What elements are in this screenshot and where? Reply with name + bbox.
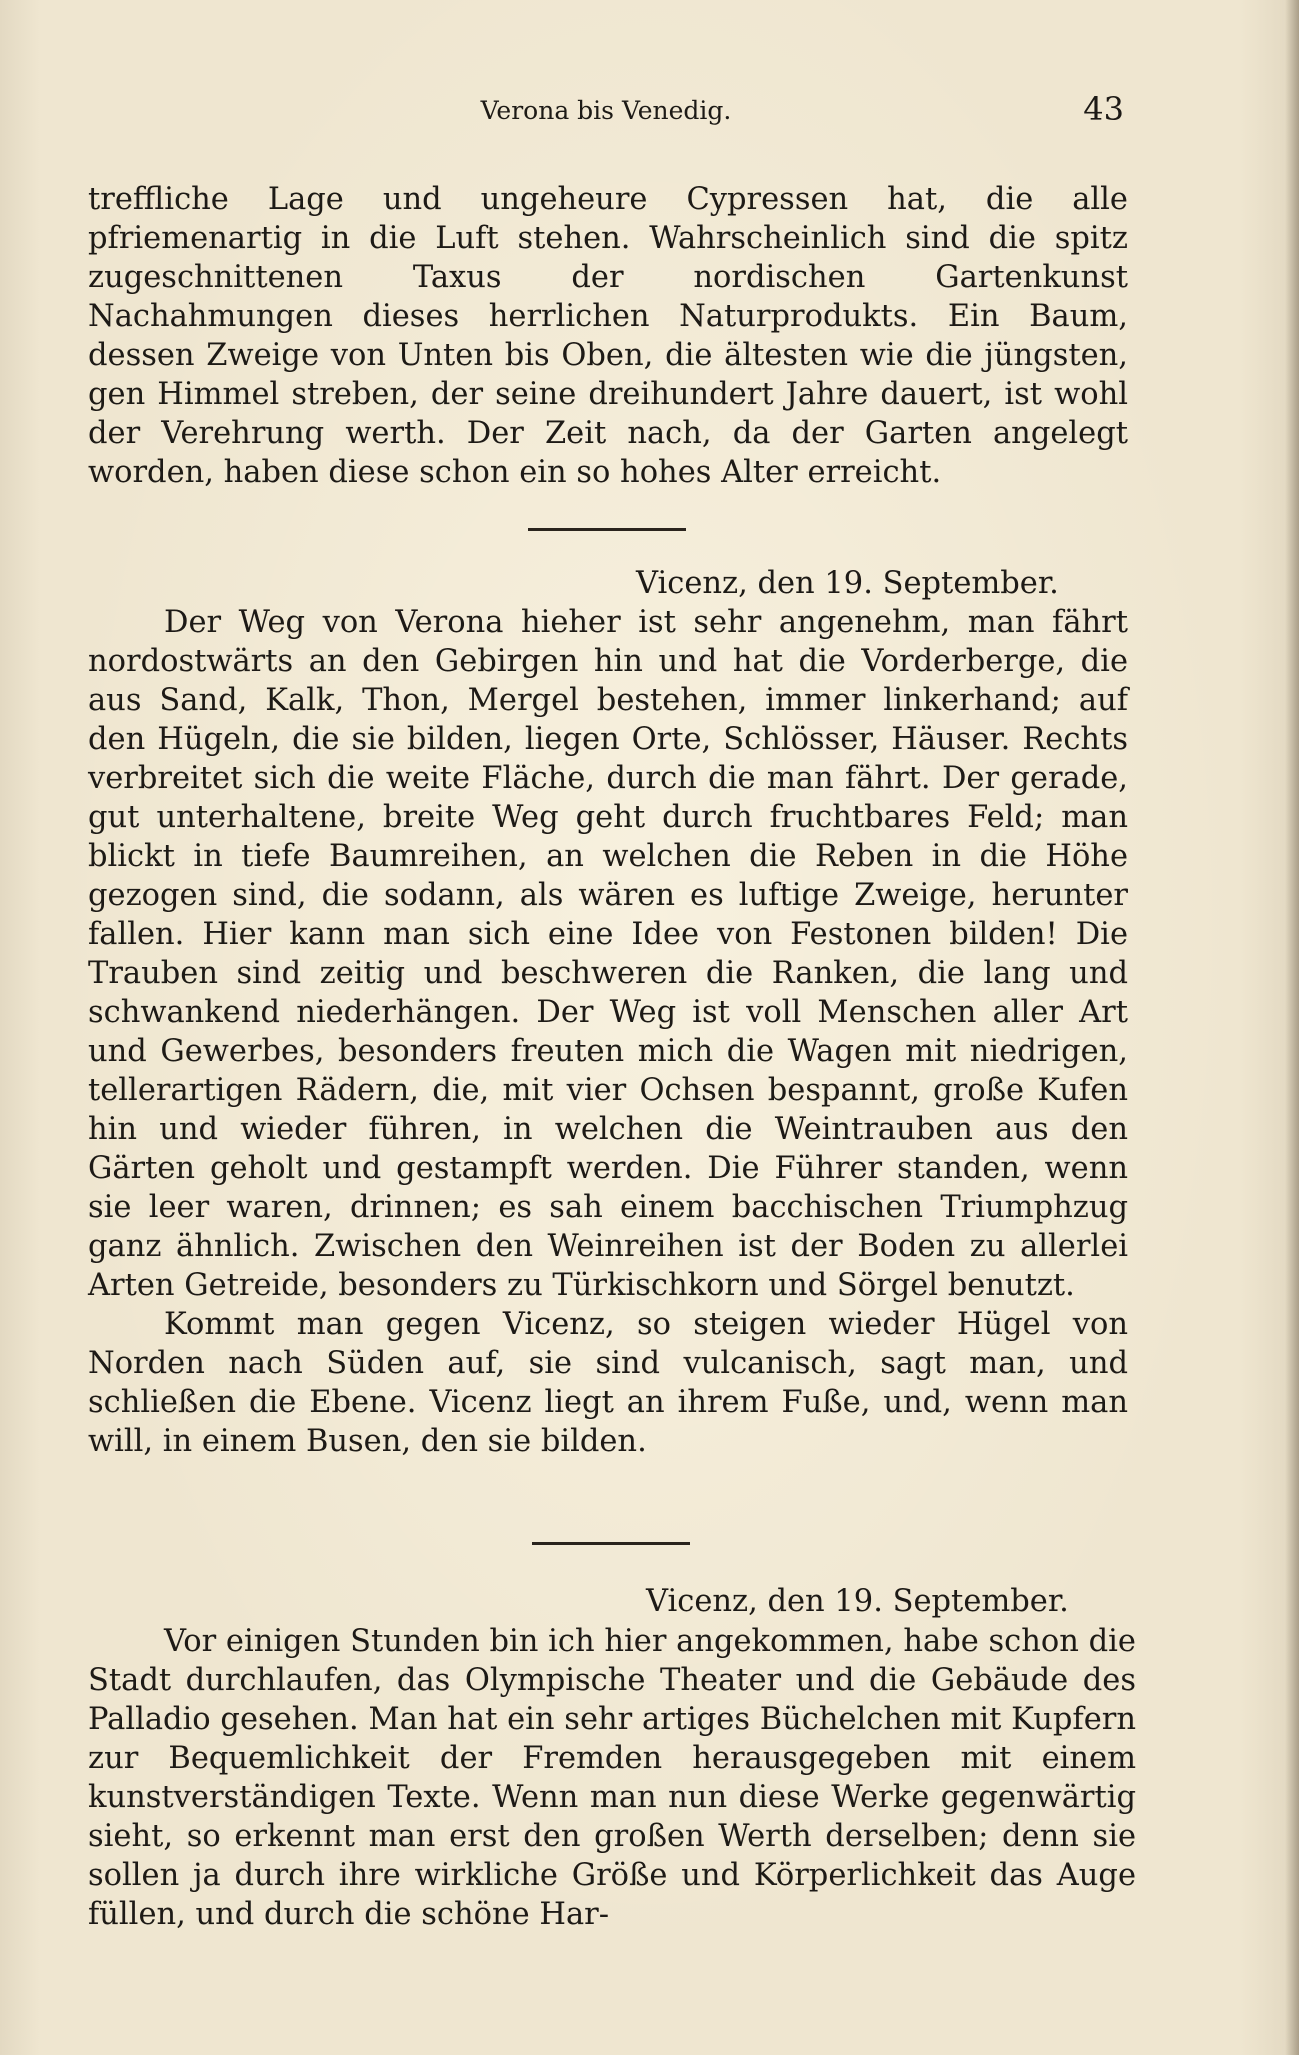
paragraph: Vor einigen Stunden bin ich hier angekommen, habe schon die Stadt durchlaufen, das Olympische Theater und die Gebäude des Palladio gesehen. Man hat ein sehr artiges Büchelchen mit Kupfern zur Bequemlichkeit der Fremden herausgegeben mit einem kunstverständigen Texte. Wenn man nun diese Werke gegenwärtig sieht, so erkennt man erst den großen Werth derselben; denn sie sollen ja durch ihre wirkliche Größe und Körperlichkeit das Auge füllen, und durch die schöne Har- <box>88 1624 1136 1932</box>
dateline-2: Vicenz, den 19. September. <box>646 1584 1069 1619</box>
paragraph-continuation: treffliche Lage und ungeheure Cypressen hat, die alle pfriemenartig in die Luft stehen. Wahrscheinlich sind die spitz zugeschnittenen Taxus der nordischen Gartenkunst Nachahmungen dieses herrlichen Naturprodukts. Ein Baum, dessen Zweige von Unten bis Oben, die ältesten wie die jüngsten, gen Himmel streben, der seine dreihundert Jahre dauert, ist wohl der Verehrung werth. Der Zeit nach, da der Garten angelegt worden, haben diese schon ein so hohes Alter erreicht. <box>88 182 1128 490</box>
page-header <box>88 88 1124 138</box>
section-1 <box>88 180 1128 492</box>
paragraph: Kommt man gegen Vicenz, so steigen wieder Hügel von Norden nach Süden auf, sie sind vulcanisch, sagt man, und schließen die Ebene. Vicenz liegt an ihrem Fuße, und, wenn man will, in einem Busen, den sie bilden. <box>88 1307 1128 1459</box>
section-divider <box>528 528 686 531</box>
section-2 <box>88 603 1128 1461</box>
section-divider <box>532 1542 690 1545</box>
section-3 <box>88 1622 1136 1934</box>
running-title: Verona bis Venedig. <box>480 96 732 125</box>
paragraph: Der Weg von Verona hieher ist sehr angenehm, man fährt nordostwärts an den Gebirgen hin und hat die Vorderberge, die aus Sand, Kalk, Thon, Mergel bestehen, immer linkerhand; auf den Hügeln, die sie bilden, liegen Orte, Schlösser, Häuser. Rechts verbreitet sich die weite Fläche, durch die man fährt. Der gerade, gut unterhaltene, breite Weg geht durch fruchtbares Feld; man blickt in tiefe Baumreihen, an welchen die Reben in die Höhe gezogen sind, die sodann, als wären es luftige Zweige, herunter fallen. Hier kann man sich eine Idee von Festonen bilden! Die Trauben sind zeitig und beschweren die Ranken, die lang und schwankend niederhängen. Der Weg ist voll Menschen aller Art und Gewerbes, besonders freuten mich die Wagen mit niedrigen, tellerartigen Rädern, die, mit vier Ochsen bespannt, große Kufen hin und wieder führen, in welchen die Weintrauben aus den Gärten geholt und gestampft werden. Die Führer standen, wenn sie leer waren, drinnen; es sah einem bacchischen Triumphzug ganz ähnlich. Zwischen den Weinreihen ist der Boden zu allerlei Arten Getreide, besonders zu Türkischkorn und Sörgel benutzt. <box>88 605 1128 1303</box>
page-edge-shadow <box>1285 0 1299 2055</box>
page-number: 43 <box>1083 90 1124 128</box>
dateline-1: Vicenz, den 19. September. <box>636 566 1059 601</box>
